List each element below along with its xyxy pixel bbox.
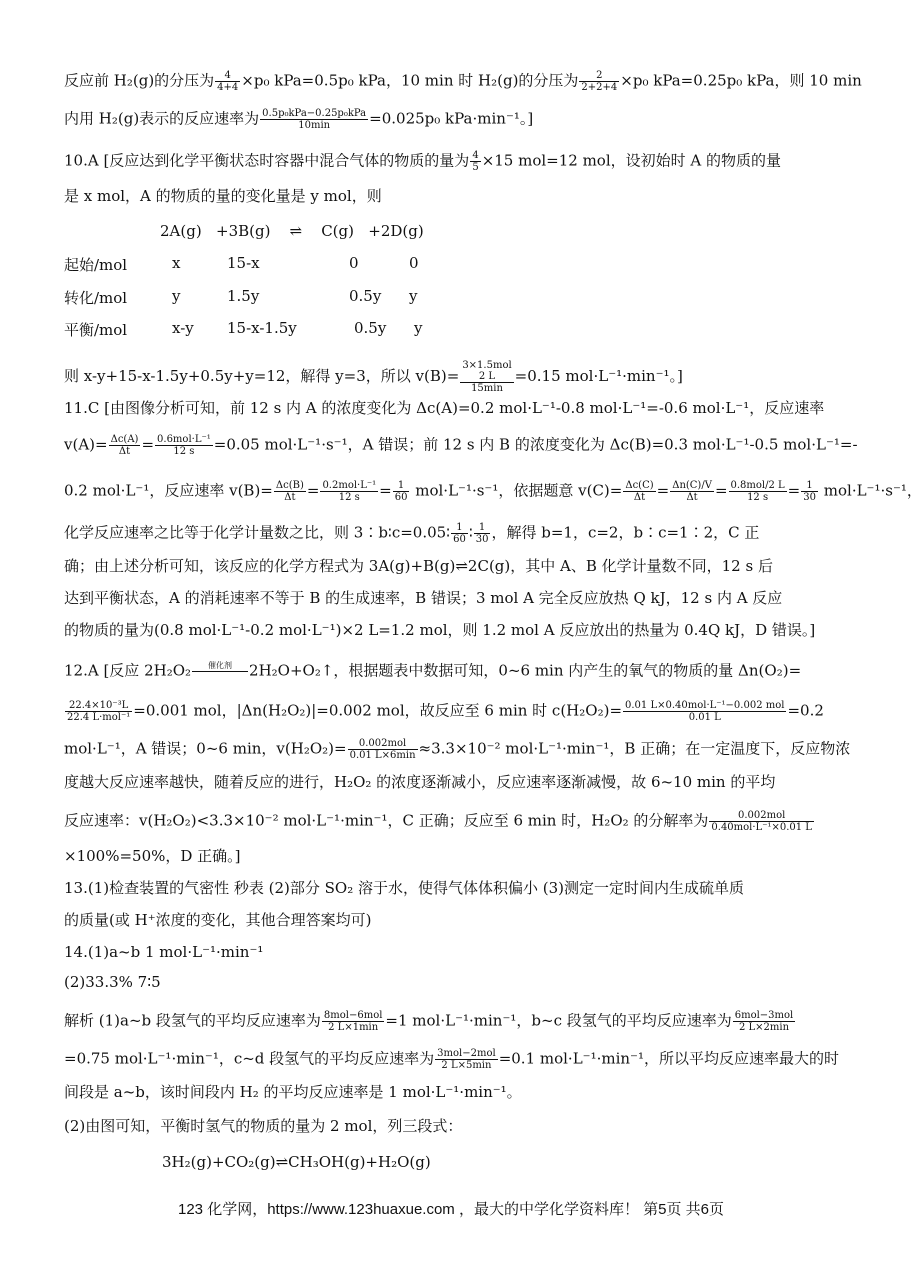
text-line: ×100%=50%，D 正确。]: [64, 847, 241, 865]
text-line: 解析 (1)a~b 段氢气的平均反应速率为 $\frac{\text{8mol−6mol}}{2 L\times 1\min}$ =1 mol·L⁻¹·min⁻¹，b~c 段氢气的平均反应速率为 $\frac{\text{6mol−3mol}}{2 L\times 2\min}$: [64, 1010, 794, 1033]
text-line: 0.2 mol·L⁻¹，反应速率 v(B)= $\frac{\Delta c(B)}{\Delta t}$ = $\frac{\text{0.2mol·L⁻¹}}{12 s}$ = $\frac{1}{60}$ mol·L⁻¹·s⁻¹，依据题意 v(C)= $\frac{\Delta c(C)}{\Delta t}$ = $\frac{\Delta n(C)/V}{\Delta t}$ = $\frac{\text{0.8mol/2 L}}{12 s}$ = $\frac{1}{30}$ mol·L⁻¹·s⁻¹，: [64, 480, 922, 503]
text-line: v(A)= $\frac{\Delta c(A)}{\Delta t}$ = $\frac{\text{0.6mol·L⁻¹}}{12 s}$ =0.05 mol·L⁻¹·s⁻¹，A 错误；前 12 s 内 B 的浓度变化为 Δc(B)=0.3 mol·L⁻¹-0.5 mol·L⁻¹=-: [64, 434, 858, 457]
text-line: 度越大反应速率越快，随着反应的进行，H₂O₂ 的浓度逐渐减小，反应速率逐渐减慢，故 6~10 min 的平均: [64, 773, 776, 791]
text-line: 的物质的量为(0.8 mol·L⁻¹-0.2 mol·L⁻¹)×2 L=1.2 mol，则 1.2 mol A 反应放出的热量为 0.4Q kJ，D 错误。]: [64, 621, 816, 639]
reaction-equation: 2A(g) +3B(g) ⇌ C(g) +2D(g): [160, 222, 424, 240]
text-line: 化学反应速率之比等于化学计量数之比，则 3∶b∶c=0.05∶ $\frac{1}{60}$ ∶ $\frac{1}{30}$ ，解得 b=1，c=2，b∶c=1∶2，C 正: [64, 522, 760, 545]
question-11-line: 11.C [由图像分析可知，前 12 s 内 A 的浓度变化为 Δc(A)=0.2 mol·L⁻¹-0.8 mol·L⁻¹=-0.6 mol·L⁻¹，反应速率: [64, 399, 825, 417]
question-14-line: 14.(1)a~b 1 mol·L⁻¹·min⁻¹: [64, 943, 264, 961]
text-line: mol·L⁻¹，A 错误；0~6 min，v(H₂O₂)= $\frac{\text{0.002mol}}{0.01 L\times 6\min}$ ≈3.3×10⁻² mol·L⁻¹·min⁻¹，B 正确；在一定温度下，反应物浓: [64, 738, 851, 761]
question-10-line: 10.A [反应达到化学平衡状态时容器中混合气体的物质的量为 $\frac{4}{5}$ ×15 mol=12 mol，设初始时 A 的物质的量: [64, 150, 782, 173]
text-line: =0.75 mol·L⁻¹·min⁻¹，c~d 段氢气的平均反应速率为 $\frac{\text{3mol−2mol}}{2 L\times 5\min}$ =0.1 mol·L⁻¹·min⁻¹，所以平均反应速率最大的时: [64, 1048, 839, 1071]
text-line: (2)由图可知，平衡时氢气的物质的量为 2 mol，列三段式：: [64, 1117, 463, 1135]
text-line: 确；由上述分析可知，该反应的化学方程式为 3A(g)+B(g)⇌2C(g)，其中 A、B 化学计量数不同，12 s 后: [64, 557, 773, 575]
text-line: 达到平衡状态，A 的消耗速率不等于 B 的生成速率，B 错误；3 mol A 完全反应放热 Q kJ，12 s 内 A 反应: [64, 589, 783, 607]
text-line: $\frac{\text{22.4×10⁻³L}}{\text{22.4 L·mol⁻¹}}$ =0.001 mol，|Δn(H₂O₂)|=0.002 mol，故反应至 6 min 时 c(H₂O₂)= $\frac{\text{0.01 L×0.40mol·L⁻¹−0.002 mol}}{0.01 L}$ =0.2: [67, 700, 824, 723]
text-line: 则 x-y+15-x-1.5y+0.5y+y=12，解得 y=3，所以 v(B)= 3×1.5mol 2 L 15min =0.15 mol·L⁻¹·min⁻¹。]: [64, 360, 683, 394]
text-line: 是 x mol，A 的物质的量的变化量是 y mol，则: [64, 187, 382, 205]
text-line: 反应速率：v(H₂O₂)<3.3×10⁻² mol·L⁻¹·min⁻¹，C 正确；反应至 6 min 时，H₂O₂ 的分解率为 $\frac{\text{0.002mol}}{\text{0.40mol·L⁻¹×0.01 L}}$: [64, 810, 812, 833]
question-12-line: 12.A [反应 2H₂O₂ 催化剂 2H₂O+O₂↑，根据题表中数据可知，0~6 min 内产生的氧气的物质的量 Δn(O₂)=: [64, 661, 802, 680]
page-footer: 123 化学网，https://www.123huaxue.com ，最大的中学化学资料库！ 第5页 共6页: [178, 1201, 724, 1218]
text-line: 间段是 a~b，该时间段内 H₂ 的平均反应速率是 1 mol·L⁻¹·min⁻¹。: [64, 1083, 522, 1101]
text-line: 反应前 H₂(g)的分压为 $\frac{4}{4+4}$ ×p₀ kPa=0.5p₀ kPa，10 min 时 H₂(g)的分压为 $\frac{2}{2+2+4}$ ×p₀ kPa=0.25p₀ kPa，则 10 min: [64, 70, 862, 93]
text-line: 的质量(或 H⁺浓度的变化，其他合理答案均可): [64, 911, 372, 929]
text-line: 内用 H₂(g)表示的反应速率为 $\frac{\text{0.5p₀kPa−0.25p₀kPa}}{10\min}$ =0.025p₀ kPa·min⁻¹。]: [64, 108, 534, 131]
question-13-line: 13.(1)检查装置的气密性 秒表 (2)部分 SO₂ 溶于水，使得气体体积偏小 (3)测定一定时间内生成硫单质: [64, 879, 745, 897]
reaction-equation: 3H₂(g)+CO₂(g)⇌CH₃OH(g)+H₂O(g): [162, 1153, 431, 1171]
text-line: (2)33.3% 7∶5: [64, 973, 161, 991]
